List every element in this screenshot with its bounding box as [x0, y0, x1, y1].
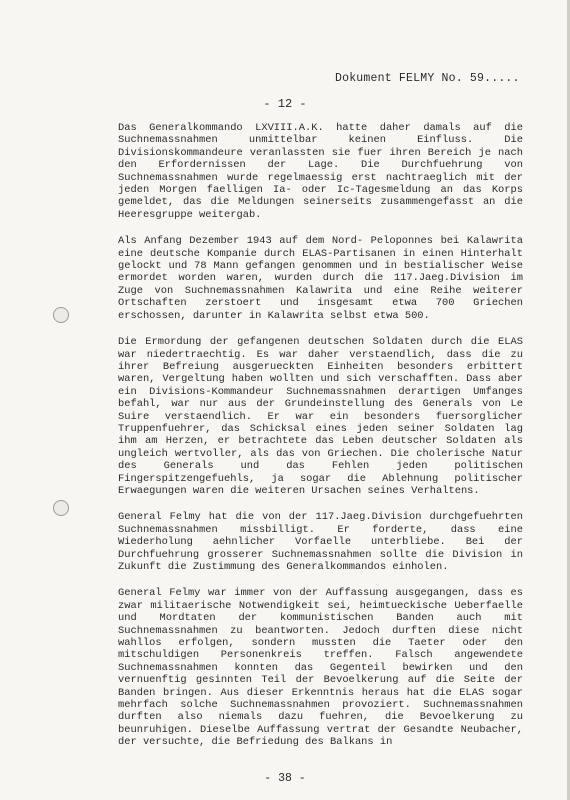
- body-text: [118, 122, 523, 763]
- paragraph-3: Die Ermordung der gefangenen deutschen Soldaten durch die ELAS war niedertraechtig. Es war daher verstaendlich, dass die zu ihrer Befreiung ausgerueckten Einheiten besonders erbittert waren, Vergeltung haben wollten und sich verschafften. Dass aber ein Divisions-Kommandeur Suchnemassnahmen derartigen Umfanges befahl, war nur aus der Grundeinstellung des Generals von Le Suire verstaendlich. Er war ein besonders fuersorglicher Truppenfuehrer, das Schicksal eines jeden seiner Soldaten lag ihm am Herzen, er betrachtete das Leben deutscher Soldaten als ungleich wertvoller, als das von Griechen. Die cholerische Natur des Generals und das Fehlen jeden politischen Fingerspitzengefuehls, ja sogar die Ablehnung politischer Erwaegungen waren die weiteren Ursachen seines Verhaltens.: [118, 336, 523, 497]
- punch-hole: [53, 500, 69, 516]
- page-number-top: - 12 -: [263, 97, 307, 111]
- paragraph-5: General Felmy war immer von der Auffassung ausgegangen, dass es zwar militaerische Notwendigkeit sei, heimtueckische Ueberfaelle und Mordtaten der kommunistischen Banden auch mit Suchnemassnahmen zu beantworten. Jedoch durften diese nicht wahllos erfolgen, sondern mussten die Taeter oder den mitschuldigen Personenkreis treffen. Falsch angewendete Suchnemassnahmen konnten das Gegenteil bewirken und den vernuenftig gesinnten Teil der Bevoelkerung auf die Seite der Banden bringen. Aus dieser Erkenntnis heraus hat die ELAS sogar mehrfach solche Suchnemassnahmen provoziert. Suchnemassnahmen durften also niemals dazu fuehren, die Bevoelkerung zu beunruhigen. Dieselbe Auffassung vertrat der Gesandte Neubacher, der versuchte, die Befriedung des Balkans in: [118, 587, 523, 749]
- document-label: Dokument FELMY No. 59.....: [335, 72, 520, 85]
- page-number-bottom: - 38 -: [264, 772, 306, 785]
- paragraph-4: General Felmy hat die von der 117.Jaeg.Division durchgefuehrten Suchnemassnahmen missbilligt. Er forderte, dass eine Wiederholung aehnlicher Vorfaelle unterbliebe. Bei der Durchfuehrung grosserer Suchnemassnahmen sollte die Division in Zukunft die Zustimmung des Generalkommandos einholen.: [118, 511, 523, 573]
- paragraph-2: Als Anfang Dezember 1943 auf dem Nord- Peloponnes bei Kalawrita eine deutsche Kompanie durch ELAS-Partisanen in einen Hinterhalt gelockt und 78 Mann gefangen genommen und in bestialischer Weise ermordet worden waren, wurden durch die 117.Jaeg.Division im Zuge von Suchnemassnahmen Kalawrita und eine Reihe weiterer Ortschaften zerstoert und insgesamt etwa 700 Griechen erschossen, darunter in Kalawrita selbst etwa 500.: [118, 235, 523, 322]
- paragraph-1: Das Generalkommando LXVIII.A.K. hatte daher damals auf die Suchnemassnahmen unmittelbar keinen Einfluss. Die Divisionskommandeure veranlassten sie fuer ihren Bereich je nach den Erfordernissen der Lage. Die Durchfuehrung von Suchnemassnahmen wurde regelmaessig erst nachtraeglich mit der jeden Morgen faelligen Ia- oder Ic-Tagesmeldung an das Korps gemeldet, das die Meldungen seinerseits zusammengefasst an die Heeresgruppe weitergab.: [118, 122, 523, 221]
- punch-hole: [53, 307, 69, 323]
